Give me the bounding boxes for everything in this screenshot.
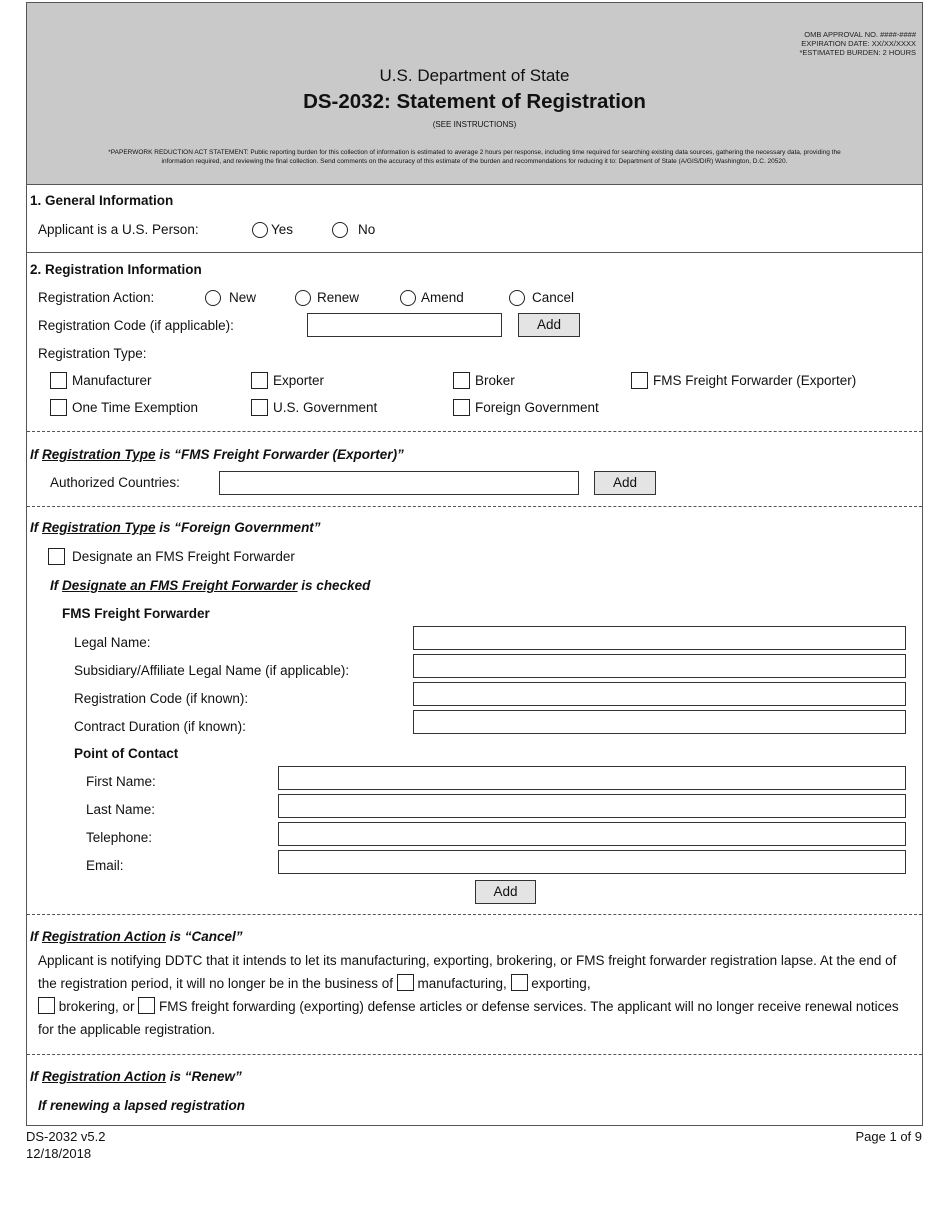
- add-country-button[interactable]: Add: [594, 471, 656, 495]
- email-label: Email:: [86, 858, 124, 873]
- registration-code-input[interactable]: [307, 313, 502, 337]
- us-person-no-radio[interactable]: [332, 222, 348, 238]
- registration-action-label: Registration Action:: [38, 290, 155, 305]
- registration-type-label: Registration Type:: [38, 346, 147, 361]
- page-number: Page 1 of 9: [855, 1129, 922, 1144]
- add-contact-button[interactable]: Add: [475, 880, 536, 904]
- omb-approval: OMB APPROVAL NO. ####-####: [804, 30, 916, 39]
- foreign-gov-condition: If Registration Type is “Foreign Government”: [30, 520, 321, 535]
- us-person-no-label: No: [358, 222, 376, 237]
- email-input[interactable]: [278, 850, 906, 874]
- estimated-burden: *ESTIMATED BURDEN: 2 HOURS: [799, 48, 916, 57]
- us-person-yes-radio[interactable]: [252, 222, 268, 238]
- telephone-label: Telephone:: [86, 830, 153, 845]
- form-frame: [26, 2, 923, 1126]
- fms-ff-heading: FMS Freight Forwarder: [62, 606, 210, 621]
- action-cancel-radio[interactable]: [509, 290, 525, 306]
- type-broker-checkbox[interactable]: [453, 372, 470, 389]
- section-registration-heading: 2. Registration Information: [30, 262, 202, 277]
- type-exporter-label: Exporter: [273, 373, 325, 388]
- subsidiary-name-input[interactable]: [413, 654, 906, 678]
- telephone-input[interactable]: [278, 822, 906, 846]
- cancel-condition: If Registration Action is “Cancel”: [30, 929, 243, 944]
- action-amend-label: Amend: [421, 290, 464, 305]
- last-name-label: Last Name:: [86, 802, 156, 817]
- add-registration-code-button[interactable]: Add: [518, 313, 580, 337]
- version-number: DS-2032 v5.2: [26, 1129, 106, 1144]
- type-foreign-gov-checkbox[interactable]: [453, 399, 470, 416]
- registration-code-label: Registration Code (if applicable):: [38, 318, 234, 333]
- type-us-gov-label: U.S. Government: [273, 400, 378, 415]
- ff-registration-code-label: Registration Code (if known):: [74, 691, 249, 706]
- action-new-label: New: [229, 290, 257, 305]
- us-person-yes-label: Yes: [271, 222, 294, 237]
- cancel-brokering-checkbox[interactable]: [38, 997, 55, 1014]
- section-divider: [27, 252, 922, 253]
- first-name-input[interactable]: [278, 766, 906, 790]
- department-name: U.S. Department of State: [379, 66, 570, 85]
- see-instructions: (SEE INSTRUCTIONS): [432, 120, 517, 129]
- point-of-contact-heading: Point of Contact: [74, 746, 179, 761]
- section-divider: [27, 914, 922, 915]
- legal-name-input[interactable]: [413, 626, 906, 650]
- type-manufacturer-label: Manufacturer: [72, 373, 152, 388]
- type-broker-label: Broker: [475, 373, 515, 388]
- action-cancel-label: Cancel: [532, 290, 575, 305]
- action-renew-label: Renew: [317, 290, 360, 305]
- action-new-radio[interactable]: [205, 290, 221, 306]
- type-exporter-checkbox[interactable]: [251, 372, 268, 389]
- type-one-time-label: One Time Exemption: [72, 400, 199, 415]
- designate-condition: If Designate an FMS Freight Forwarder is checked: [50, 578, 371, 593]
- type-us-gov-checkbox[interactable]: [251, 399, 268, 416]
- type-manufacturer-checkbox[interactable]: [50, 372, 67, 389]
- cancel-manufacturing-checkbox[interactable]: [397, 974, 414, 991]
- section-divider: [27, 506, 922, 507]
- cancel-exporting-checkbox[interactable]: [511, 974, 528, 991]
- section-divider: [27, 1054, 922, 1055]
- renew-lapsed-heading: If renewing a lapsed registration: [38, 1098, 246, 1113]
- omb-info: [799, 30, 916, 57]
- contract-duration-input[interactable]: [413, 710, 906, 734]
- designate-fms-ff-checkbox[interactable]: [48, 548, 65, 565]
- form-version: [26, 1128, 106, 1162]
- page-title: DS-2032: Statement of Registration: [303, 90, 646, 113]
- us-person-label: Applicant is a U.S. Person:: [38, 222, 199, 237]
- action-renew-radio[interactable]: [295, 290, 311, 306]
- designate-fms-ff-label: Designate an FMS Freight Forwarder: [72, 549, 295, 564]
- form-header: [27, 3, 922, 185]
- cancel-notice: Applicant is notifying DDTC that it intends to let its manufacturing, exporting, brokering, or FMS freight forwarder registration lapse. At the end of the registration period, it will no longer be in the business of manufacturing, exporting, brokering, or FMS freight forwarding (exporting) defense articles or defense services. The applicant will no longer receive renewal notices for the applicable registration.: [38, 953, 899, 1037]
- ff-registration-code-input[interactable]: [413, 682, 906, 706]
- type-foreign-gov-label: Foreign Government: [475, 400, 599, 415]
- fms-ff-condition: If Registration Type is “FMS Freight Forwarder (Exporter)”: [30, 447, 404, 462]
- last-name-input[interactable]: [278, 794, 906, 818]
- expiration-date: EXPIRATION DATE: XX/XX/XXXX: [801, 39, 916, 48]
- version-date: 12/18/2018: [26, 1146, 92, 1161]
- renew-condition: If Registration Action is “Renew”: [30, 1069, 242, 1084]
- type-one-time-checkbox[interactable]: [50, 399, 67, 416]
- section-general-heading: 1. General Information: [30, 193, 174, 208]
- type-fms-ff-checkbox[interactable]: [631, 372, 648, 389]
- legal-name-label: Legal Name:: [74, 635, 151, 650]
- authorized-countries-label: Authorized Countries:: [50, 475, 180, 490]
- subsidiary-name-label: Subsidiary/Affiliate Legal Name (if applicable):: [74, 663, 350, 678]
- section-divider: [27, 431, 922, 432]
- cancel-fms-ff-checkbox[interactable]: [138, 997, 155, 1014]
- type-fms-ff-label: FMS Freight Forwarder (Exporter): [653, 373, 857, 388]
- first-name-label: First Name:: [86, 774, 156, 789]
- paperwork-statement: *PAPERWORK REDUCTION ACT STATEMENT: Public reporting burden for this collection of information is estimated to average 2 hours per response, including time required for searching existing data sources, gathering the necessary data, providing the information required, and reviewing the final collection. Send comments on the accuracy of this estimate of the burden and recommendations for reducing it to: Department of State (A/GIS/DIR) Washington, D.C. 20520.: [108, 149, 841, 165]
- authorized-countries-input[interactable]: [219, 471, 579, 495]
- contract-duration-label: Contract Duration (if known):: [74, 719, 246, 734]
- action-amend-radio[interactable]: [400, 290, 416, 306]
